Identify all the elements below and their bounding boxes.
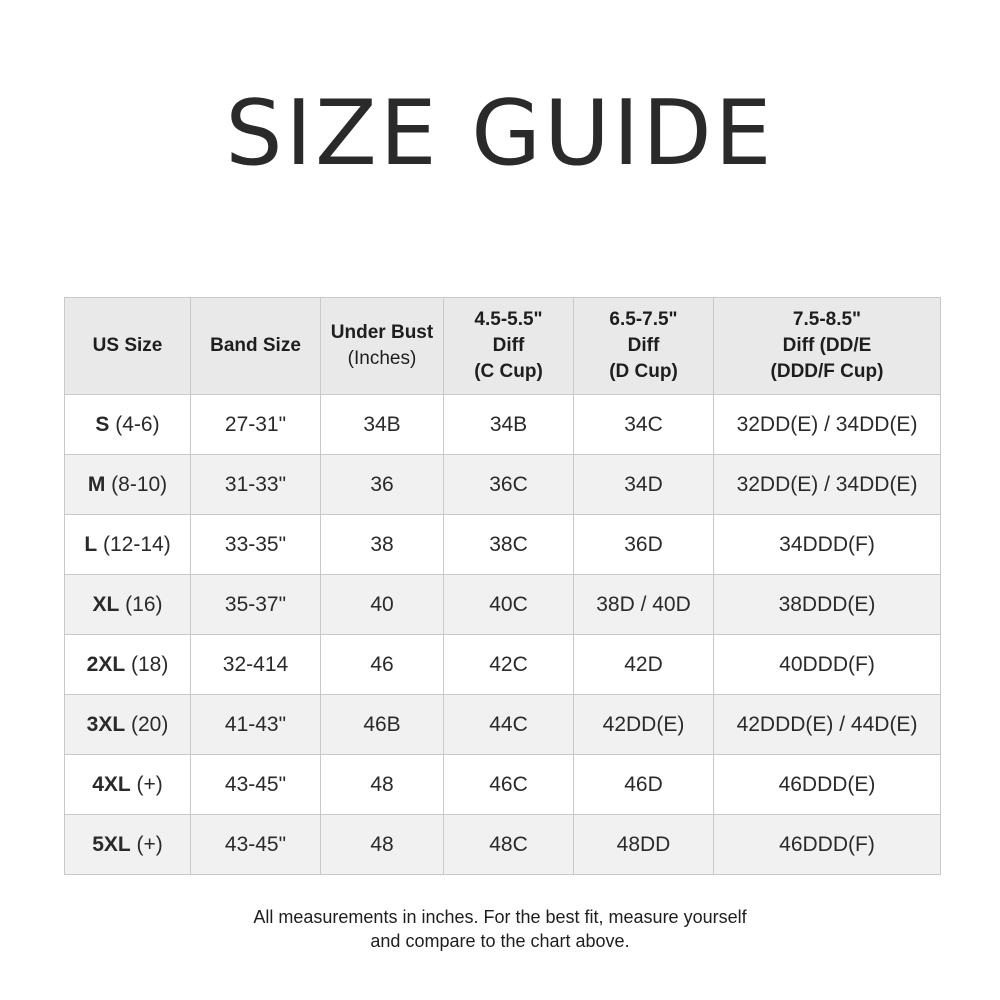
table-row (65, 515, 941, 575)
cell-c-cup: 46C (444, 755, 574, 815)
cell-under-bust: 36 (321, 455, 444, 515)
table-row (65, 815, 941, 875)
cell-band-size: 43-45" (191, 755, 321, 815)
cell-d-cup: 42DD(E) (574, 695, 714, 755)
header-label: Diff (627, 335, 660, 356)
size-range: (+) (136, 832, 163, 856)
cell-dd-cup: 34DDD(F) (714, 515, 941, 575)
header-label: Diff (492, 335, 525, 356)
header-c-cup (444, 298, 574, 395)
cell-band-size: 31-33" (191, 455, 321, 515)
cell-dd-cup: 38DDD(E) (714, 575, 941, 635)
table-row (65, 575, 941, 635)
cell-d-cup: 34C (574, 395, 714, 455)
size-range: (+) (136, 772, 163, 796)
cell-c-cup: 36C (444, 455, 574, 515)
cell-us-size (65, 395, 191, 455)
cell-d-cup: 46D (574, 755, 714, 815)
table-header-row (65, 298, 941, 395)
size-code: 5XL (92, 832, 131, 856)
size-chart-table (64, 297, 941, 875)
header-band-size (191, 298, 321, 395)
cell-band-size: 32-414 (191, 635, 321, 695)
size-code: M (87, 472, 106, 496)
size-range: (8-10) (111, 472, 168, 496)
header-dd-cup (714, 298, 941, 395)
header-label: Diff (DD/E (782, 335, 872, 356)
cell-d-cup: 48DD (574, 815, 714, 875)
cell-us-size (65, 815, 191, 875)
footnote-line: and compare to the chart above. (370, 931, 630, 951)
header-label: (C Cup) (474, 361, 543, 382)
cell-c-cup: 34B (444, 395, 574, 455)
cell-c-cup: 40C (444, 575, 574, 635)
cell-under-bust: 48 (321, 815, 444, 875)
size-range: (4-6) (115, 412, 160, 436)
footnote-line: All measurements in inches. For the best fit, measure yourself (253, 907, 747, 927)
cell-us-size (65, 575, 191, 635)
header-sublabel: (Inches) (347, 348, 417, 369)
size-range: (16) (125, 592, 163, 616)
cell-us-size (65, 515, 191, 575)
cell-c-cup: 44C (444, 695, 574, 755)
cell-under-bust: 46B (321, 695, 444, 755)
cell-us-size (65, 635, 191, 695)
cell-dd-cup: 40DDD(F) (714, 635, 941, 695)
header-label: 6.5-7.5" (609, 309, 678, 330)
size-code: 4XL (92, 772, 131, 796)
cell-c-cup: 42C (444, 635, 574, 695)
cell-band-size: 27-31" (191, 395, 321, 455)
table-row (65, 395, 941, 455)
table-row (65, 635, 941, 695)
table-row (65, 755, 941, 815)
header-us-size (65, 298, 191, 395)
cell-us-size (65, 455, 191, 515)
size-code: L (84, 532, 98, 556)
cell-dd-cup: 42DDD(E) / 44D(E) (714, 695, 941, 755)
size-code: S (95, 412, 110, 436)
table-row (65, 455, 941, 515)
cell-band-size: 35-37" (191, 575, 321, 635)
header-under-bust (321, 298, 444, 395)
size-range: (12-14) (102, 532, 171, 556)
cell-under-bust: 38 (321, 515, 444, 575)
cell-band-size: 43-45" (191, 815, 321, 875)
cell-c-cup: 48C (444, 815, 574, 875)
size-code: XL (92, 592, 120, 616)
table-row (65, 695, 941, 755)
size-range: (20) (131, 712, 169, 736)
page-title: SIZE GUIDE (225, 81, 775, 186)
footnote (0, 905, 1000, 953)
size-range: (18) (131, 652, 169, 676)
cell-us-size (65, 755, 191, 815)
cell-c-cup: 38C (444, 515, 574, 575)
cell-band-size: 41-43" (191, 695, 321, 755)
cell-d-cup: 36D (574, 515, 714, 575)
cell-band-size: 33-35" (191, 515, 321, 575)
cell-d-cup: 42D (574, 635, 714, 695)
cell-dd-cup: 46DDD(F) (714, 815, 941, 875)
header-d-cup (574, 298, 714, 395)
header-label: 7.5-8.5" (792, 309, 862, 330)
header-label: Band Size (210, 335, 301, 356)
header-label: US Size (92, 335, 163, 356)
cell-d-cup: 34D (574, 455, 714, 515)
header-label: 4.5-5.5" (474, 309, 543, 330)
header-label: Under Bust (330, 322, 434, 343)
header-label: (D Cup) (609, 361, 678, 382)
cell-us-size (65, 695, 191, 755)
cell-d-cup: 38D / 40D (574, 575, 714, 635)
cell-under-bust: 48 (321, 755, 444, 815)
cell-under-bust: 46 (321, 635, 444, 695)
header-label: (DDD/F Cup) (770, 361, 884, 382)
cell-dd-cup: 32DD(E) / 34DD(E) (714, 395, 941, 455)
cell-dd-cup: 32DD(E) / 34DD(E) (714, 455, 941, 515)
cell-under-bust: 34B (321, 395, 444, 455)
size-code: 3XL (86, 712, 126, 736)
cell-dd-cup: 46DDD(E) (714, 755, 941, 815)
cell-under-bust: 40 (321, 575, 444, 635)
size-code: 2XL (86, 652, 126, 676)
